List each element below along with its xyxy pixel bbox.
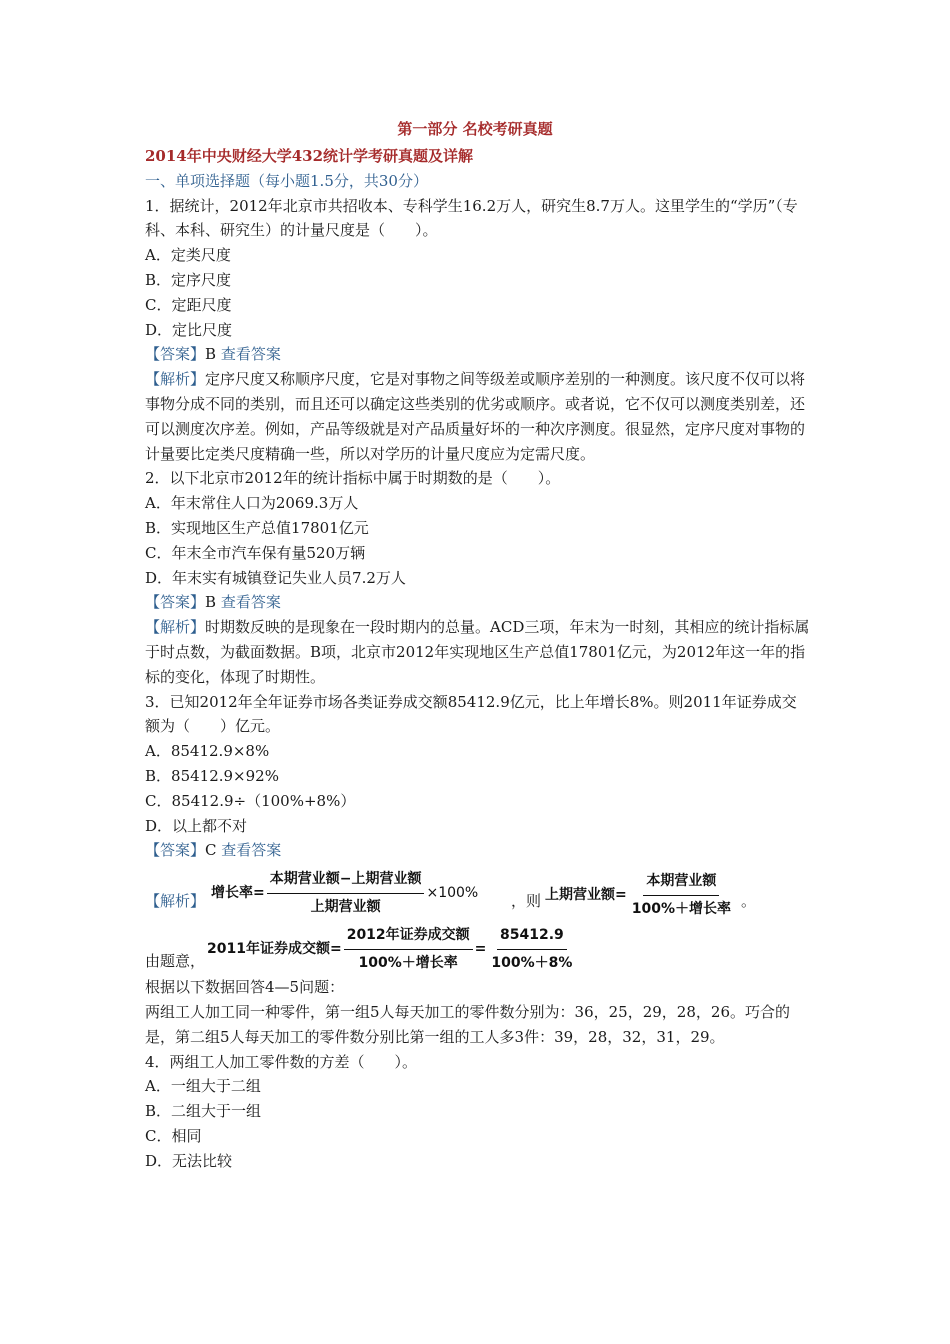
answer-tag: 【答案】 [145,345,206,364]
formula-tail: ×100% [426,885,479,901]
question-1-analysis [145,367,810,466]
formula-numerator: 85412.9 [497,923,567,950]
formula-numerator: 2012年证券成交额 [344,923,473,950]
question-3-option-a: A．85412.9×8% [145,742,270,761]
group-intro: 根据以下数据回答4—5问题： [145,978,345,997]
formula-fraction [267,867,425,920]
question-4-stem: 4．两组工人加工零件数的方差（ ）。 [145,1052,418,1071]
formula-fraction [629,869,734,922]
analysis-tag: 【解析】 [145,370,206,389]
securities-volume-formula [207,923,577,976]
question-1-option-c: C．定距尺度 [145,295,232,314]
question-3-option-c: C．85412.9÷（100%+8%） [145,791,356,810]
question-1-option-b: B．定序尺度 [145,270,232,289]
answer-tag: 【答案】 [145,841,206,860]
formula-lhs: 上期营业额= [545,887,627,903]
formula-numerator: 本期营业额 [643,869,719,896]
question-2-option-d: D．年末实有城镇登记失业人员7.2万人 [145,568,406,587]
question-2-option-c: C．年末全市汽车保有量520万辆 [145,543,366,562]
then-text: ，则 [511,892,542,911]
question-2-option-b: B．实现地区生产总值17801亿元 [145,518,369,537]
view-answer-link[interactable]: 查看答案 [221,841,282,860]
formula-numerator: 本期营业额−上期营业额 [267,867,425,894]
formula-fraction [344,923,473,976]
question-4-option-b: B．二组大于一组 [145,1102,262,1121]
formula-denominator: 100%＋增长率 [358,954,458,971]
question-3-answer [145,838,810,863]
formula-denominator: 100%＋增长率 [631,900,731,917]
analysis-text: 定序尺度又称顺序尺度，它是对事物之间等级差或顺序差别的一种测度。该尺度不仅可以将事物分成不同的类别，而且还可以确定这些类别的优劣或顺序。或者说，它不仅可以测度类别差，还可以测度次序差。例如，产品等级就是对产品质量好坏的一种次序测度。很显然，定序尺度对事物的计量要比定类尺度精确一些，所以对学历的计量尺度应为定需尺度。 [145,370,806,463]
question-4-option-d: D．无法比较 [145,1151,233,1170]
question-3-option-b: B．85412.9×92% [145,766,279,785]
exam-title: 2014年中央财经大学432统计学考研真题及详解 [145,147,474,165]
analysis-text: 时期数反映的是现象在一段时期内的总量。ACD三项，年末为一时刻，其相应的统计指标属于时点数，为截面数据。B项，北京市2012年实现地区生产总值17801亿元，为2012年这一年的指标的变化，体现了时期性。 [145,618,810,686]
answer-value: B [205,593,217,612]
question-3-option-d: D．以上都不对 [145,816,248,835]
formula-denominator: 100%＋8% [491,954,573,971]
formula-lhs: 2011年证券成交额= [207,941,342,957]
question-2-option-a: A．年末常住人口为2069.3万人 [145,494,359,513]
question-4-option-c: C．相同 [145,1126,202,1145]
question-1-answer [145,342,810,367]
analysis-tag: 【解析】 [145,892,206,911]
part-title: 第一部分 名校考研真题 [397,120,553,138]
question-2-analysis [145,615,810,689]
question-2-answer [145,590,810,615]
view-answer-link[interactable]: 查看答案 [220,345,281,364]
answer-value: B [205,345,217,364]
end-text: 。 [741,892,757,911]
question-1-option-a: A．定类尺度 [145,246,231,265]
document-content [145,144,810,1173]
analysis-tag: 【解析】 [145,618,206,637]
formula-equals: = [474,941,487,957]
by-question-text: 由题意， [145,952,206,971]
answer-tag: 【答案】 [145,593,206,612]
question-3-analysis-formulas [145,863,810,919]
question-4-option-a: A．一组大于二组 [145,1077,261,1096]
group-data: 两组工人加工同一种零件，第一组5人每天加工的零件数分别为：36，25，29，28，26。巧合的是，第二组5人每天加工的零件数分别比第一组的工人多3件：39，28，32，31，29。 [145,1002,790,1046]
growth-rate-formula [211,867,478,920]
question-1-stem: 1．据统计，2012年北京市共招收本、专科学生16.2万人，研究生8.7万人。这里学生的“学历”（专科、本科、研究生）的计量尺度是（ ）。 [145,196,798,240]
question-2-stem: 2．以下北京市2012年的统计指标中属于时期数的是（ ）。 [145,469,561,488]
section-title: 一、单项选择题（每小题1.5分，共30分） [145,171,428,190]
question-1-option-d: D．定比尺度 [145,320,233,339]
formula-denominator: 上期营业额 [310,898,381,915]
previous-revenue-formula [545,869,736,922]
formula-lhs: 增长率= [211,885,265,901]
question-3-stem: 3．已知2012年全年证券市场各类证券成交额85412.9亿元，比上年增长8%。则2011年证券成交额为（ ）亿元。 [145,692,797,736]
formula-fraction [488,923,575,976]
answer-value: C [205,841,217,860]
view-answer-link[interactable]: 查看答案 [220,593,281,612]
question-3-calculation [145,919,810,975]
